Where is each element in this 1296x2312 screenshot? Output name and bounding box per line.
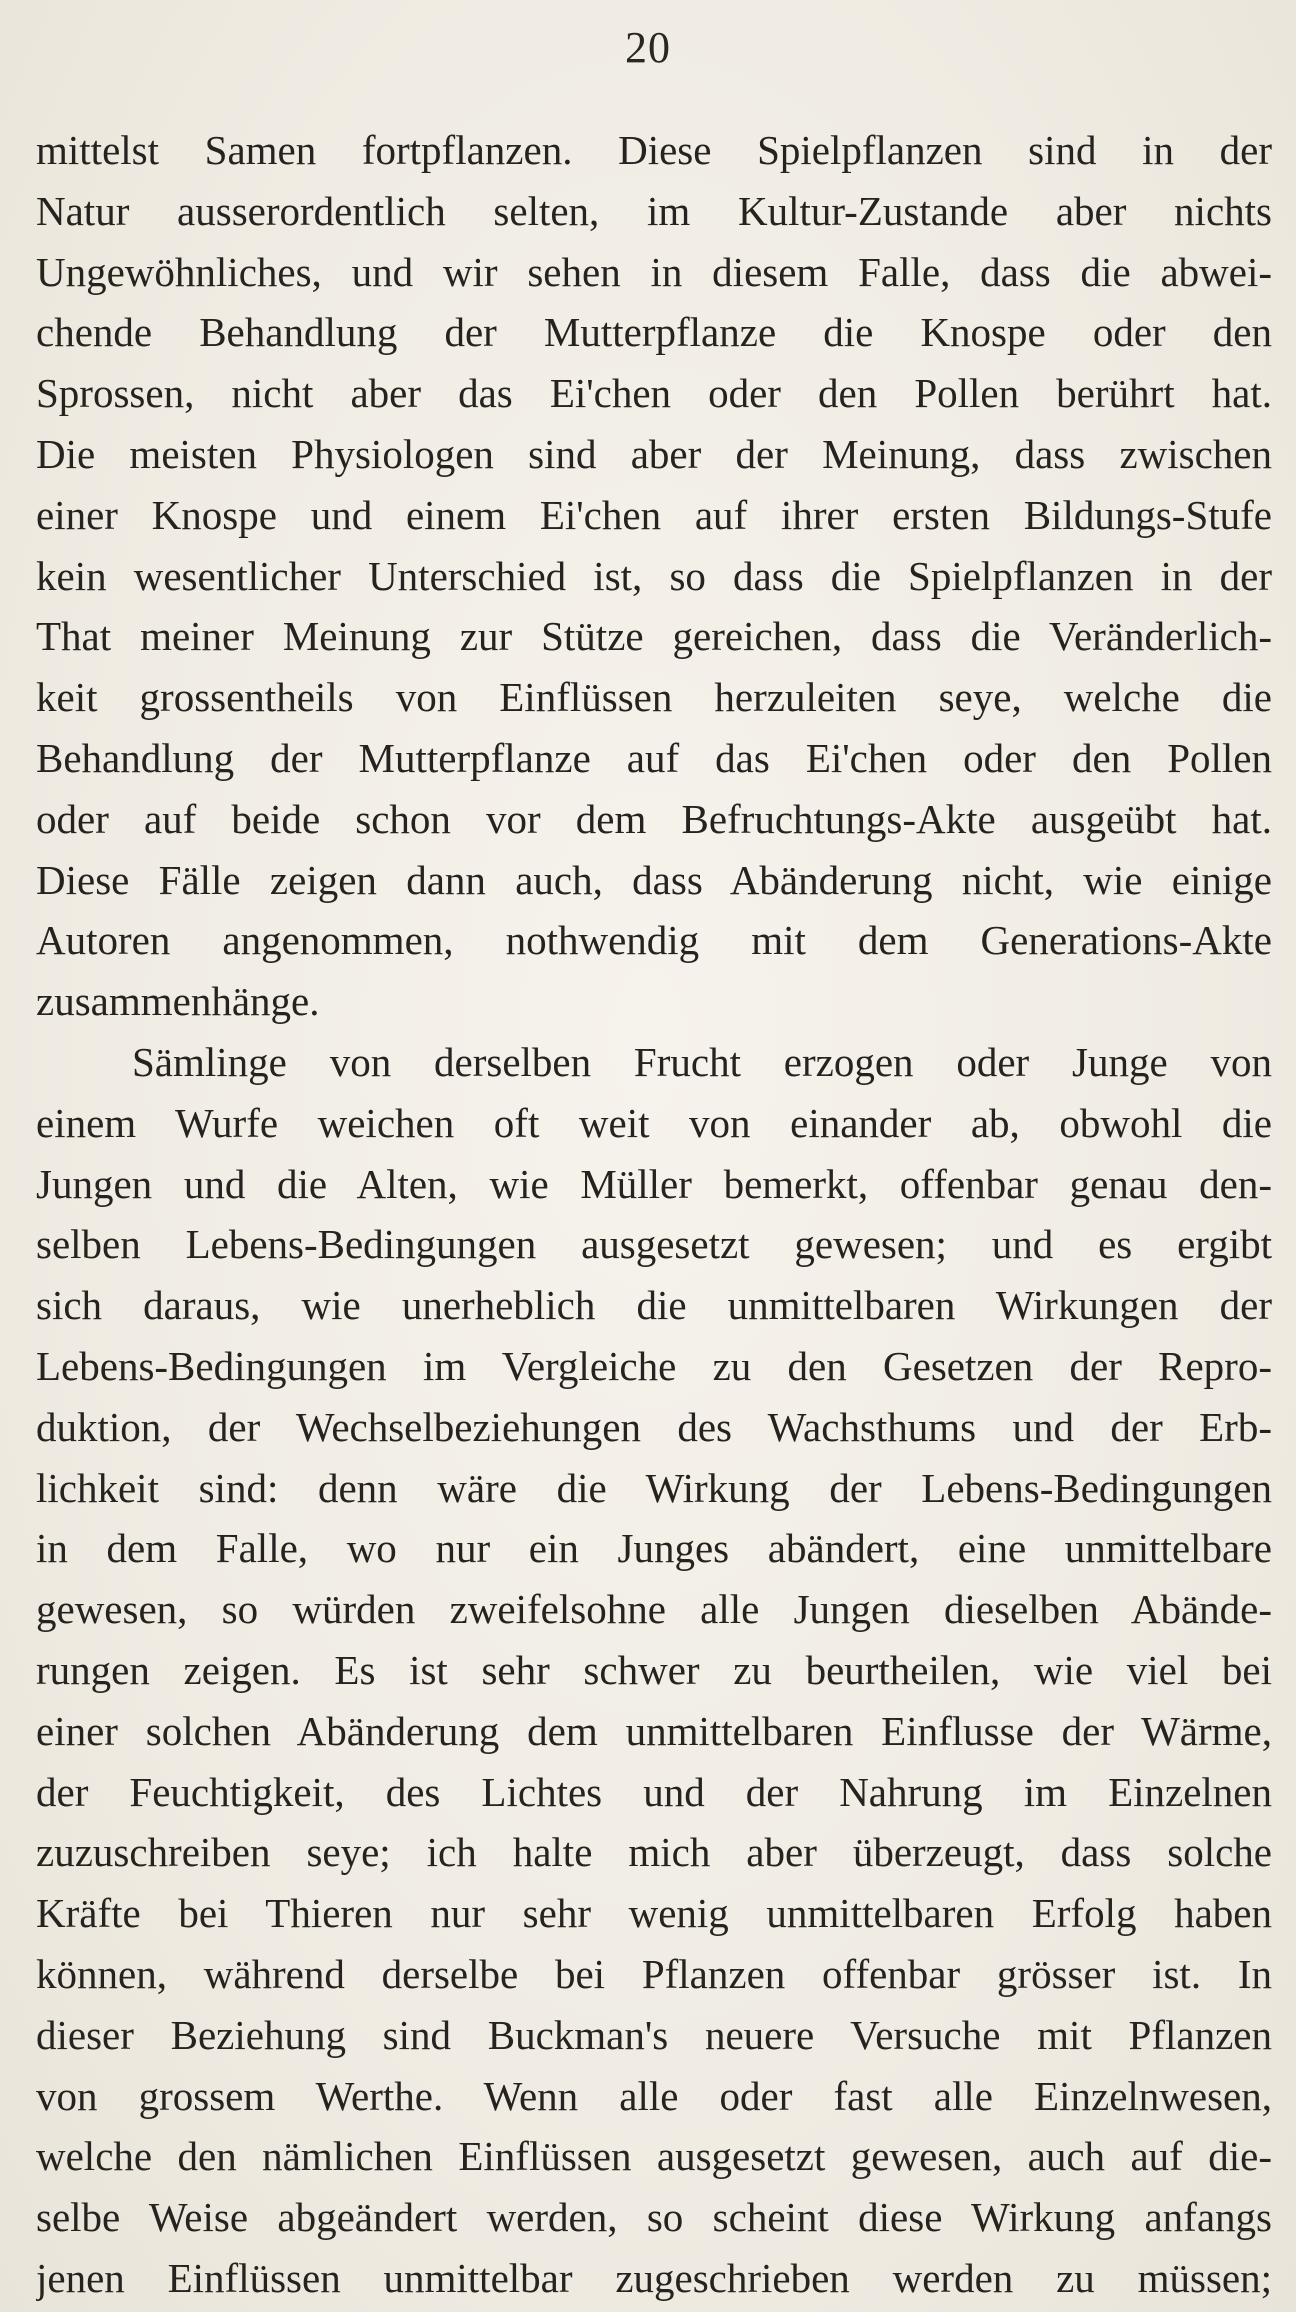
text-line: duktion, der Wechselbeziehungen des Wachsthums und der Erb- (36, 1403, 1272, 1450)
text-line: welche den nämlichen Einflüssen ausgesetzt gewesen, auch auf die- (36, 2133, 1272, 2180)
text-line: jenen Einflüssen unmittelbar zugeschrieben werden zu müssen; (36, 2254, 1272, 2301)
text-line: rungen zeigen. Es ist sehr schwer zu beurtheilen, wie viel bei (36, 1646, 1272, 1693)
text-line: Behandlung der Mutterpflanze auf das Ei'chen oder den Pollen (36, 734, 1272, 781)
text-line: oder auf beide schon vor dem Befruchtungs-Akte ausgeübt hat. (36, 795, 1272, 842)
body-text (36, 120, 1272, 2309)
text-line: keit grossentheils von Einflüssen herzuleiten seye, welche die (36, 674, 1272, 721)
text-line: einem Wurfe weichen oft weit von einander ab, obwohl die (36, 1099, 1272, 1146)
text-line: mittelst Samen fortpflanzen. Diese Spielpflanzen sind in der (36, 127, 1272, 173)
text-line: sich daraus, wie unerheblich die unmittelbaren Wirkungen der (36, 1282, 1272, 1329)
text-line: Autoren angenommen, nothwendig mit dem Generations-Akte (36, 917, 1272, 964)
text-line: Kräfte bei Thieren nur sehr wenig unmittelbaren Erfolg haben (36, 1890, 1272, 1937)
text-line: chende Behandlung der Mutterpflanze die Knospe oder den (36, 309, 1272, 356)
text-line: zuzuschreiben seye; ich halte mich aber überzeugt, dass solche (36, 1829, 1272, 1876)
text-line: von grossem Werthe. Wenn alle oder fast alle Einzelnwesen, (36, 2072, 1272, 2119)
text-line: selben Lebens-Bedingungen ausgesetzt gewesen; und es ergibt (36, 1221, 1272, 1268)
text-line: Natur ausserordentlich selten, im Kultur-Zustande aber nichts (36, 187, 1272, 234)
text-line: Jungen und die Alten, wie Müller bemerkt, offenbar genau den- (36, 1160, 1272, 1207)
text-line: Ungewöhnliches, und wir sehen in diesem Falle, dass die abwei- (36, 248, 1272, 295)
text-line: einer solchen Abänderung dem unmittelbaren Einflusse der Wärme, (36, 1707, 1272, 1754)
text-line: Die meisten Physiologen sind aber der Meinung, dass zwischen (36, 430, 1272, 477)
text-line: der Feuchtigkeit, des Lichtes und der Nahrung im Einzelnen (36, 1768, 1272, 1815)
text-line: können, während derselbe bei Pflanzen offenbar grösser ist. In (36, 1950, 1272, 1997)
text-line: That meiner Meinung zur Stütze gereichen, dass die Veränderlich- (36, 613, 1272, 660)
page-number: 20 (625, 23, 671, 72)
text-line: Diese Fälle zeigen dann auch, dass Abänderung nicht, wie einige (36, 856, 1272, 903)
text-line: lichkeit sind: denn wäre die Wirkung der Lebens-Bedingungen (36, 1464, 1272, 1511)
text-line: gewesen, so würden zweifelsohne alle Jungen dieselben Abände- (36, 1586, 1272, 1633)
text-line: Lebens-Bedingungen im Vergleiche zu den Gesetzen der Repro- (36, 1342, 1272, 1389)
text-line: selbe Weise abgeändert werden, so scheint diese Wirkung anfangs (36, 2194, 1272, 2241)
text-line: in dem Falle, wo nur ein Junges abändert, eine unmittelbare (36, 1525, 1272, 1572)
paragraph-end-line: zusammenhänge. (36, 978, 320, 1025)
text-line: dieser Beziehung sind Buckman's neuere Versuche mit Pflanzen (36, 2011, 1272, 2058)
paragraph-start-line: Sämlinge von derselben Frucht erzogen oder Junge von (132, 1038, 1272, 1085)
text-line: einer Knospe und einem Ei'chen auf ihrer ersten Bildungs-Stufe (36, 491, 1272, 538)
text-line: Sprossen, nicht aber das Ei'chen oder den Pollen berührt hat. (36, 370, 1272, 417)
text-line: kein wesentlicher Unterschied ist, so dass die Spielpflanzen in der (36, 552, 1272, 599)
